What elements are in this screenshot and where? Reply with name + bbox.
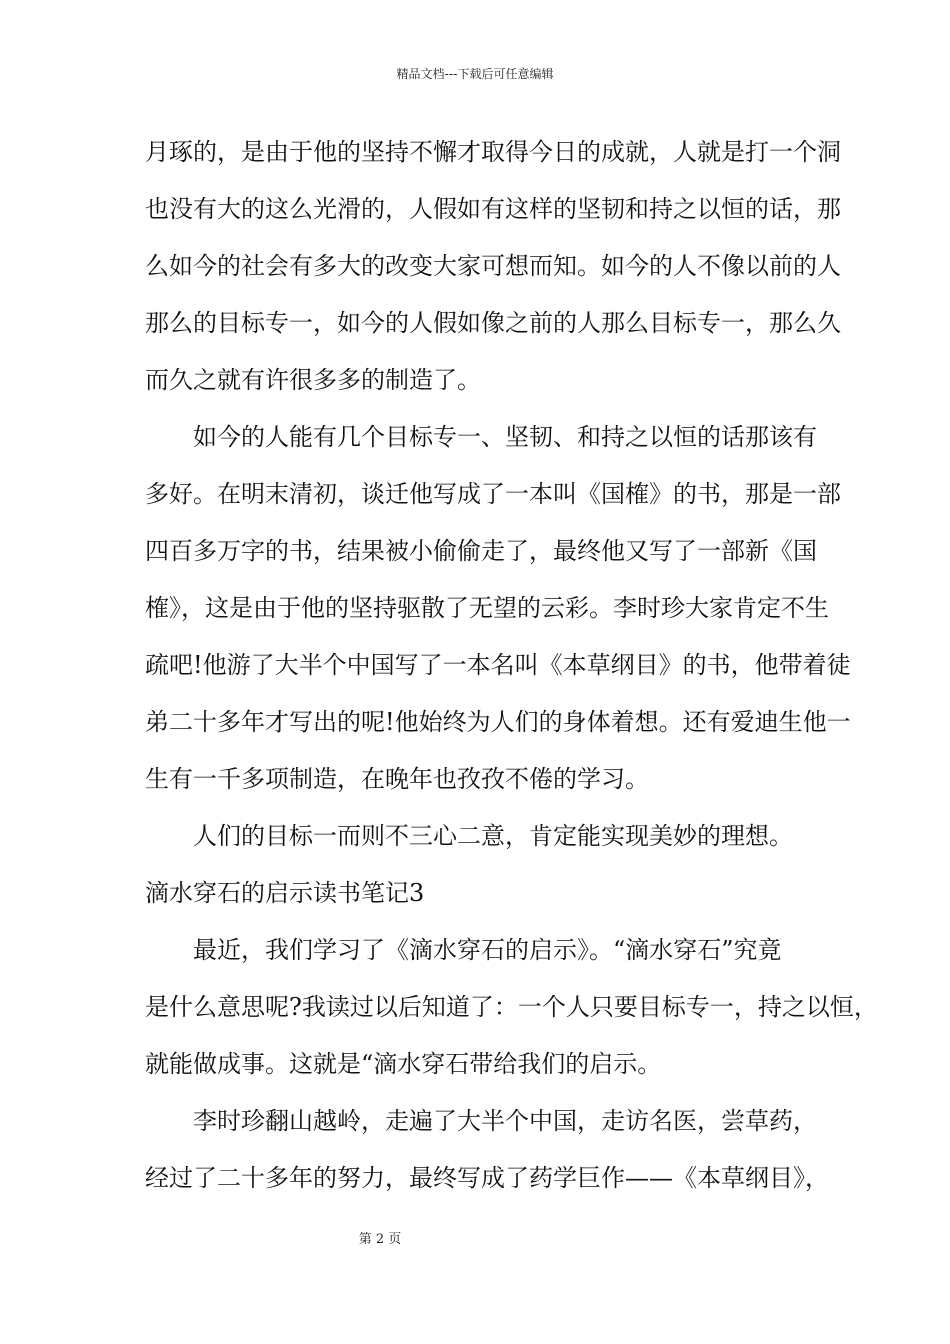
text-line: 而久之就有许很多多的制造了。 — [145, 366, 481, 394]
text-line: 那么的目标专一，如今的人假如像之前的人那么目标专一，那么久 — [145, 309, 841, 337]
page-header: 精品文档---下载后可任意编辑 — [396, 67, 554, 81]
text-line: 如今的人能有几个目标专一、坚韧、和持之以恒的话那该有 — [145, 423, 817, 451]
text-line: 疏吧!他游了大半个中国写了一本名叫《本草纲目》的书，他带着徒 — [145, 651, 851, 679]
text-line: 经过了二十多年的努力，最终写成了药学巨作——《本草纲目》， — [145, 1164, 829, 1192]
text-line: 最近，我们学习了《滴水穿石的启示》。“滴水穿石”究竟 — [145, 936, 782, 964]
text-line: 也没有大的这么光滑的，人假如有这样的坚韧和持之以恒的话，那 — [145, 195, 841, 223]
section-title: 滴水穿石的启示读书笔记3 — [145, 879, 425, 907]
text-line: 人们的目标一而则不三心二意，肯定能实现美妙的理想。 — [145, 822, 793, 850]
text-line: 多好。在明末清初，谈迁他写成了一本叫《国榷》的书，那是一部 — [145, 480, 841, 508]
text-line: 榷》，这是由于他的坚持驱散了无望的云彩。李时珍大家肯定不生 — [145, 594, 829, 622]
text-line: 是什么意思呢?我读过以后知道了：一个人只要目标专一，持之以恒， — [145, 993, 878, 1021]
text-line: 生有一千多项制造，在晚年也孜孜不倦的学习。 — [145, 765, 649, 793]
text-line: 么如今的社会有多大的改变大家可想而知。如今的人不像以前的人 — [145, 252, 841, 280]
text-line: 月琢的，是由于他的坚持不懈才取得今日的成就，人就是打一个洞 — [145, 138, 841, 166]
page-number: 第 2 页 — [358, 1232, 402, 1247]
text-line: 四百多万字的书，结果被小偷偷走了，最终他又写了一部新《国 — [145, 537, 817, 565]
text-line: 弟二十多年才写出的呢!他始终为人们的身体着想。还有爱迪生他一 — [145, 708, 851, 736]
text-line: 李时珍翻山越岭，走遍了大半个中国，走访名医，尝草药， — [145, 1107, 817, 1135]
text-line: 就能做成事。这就是“滴水穿石带给我们的启示。 — [145, 1050, 662, 1078]
